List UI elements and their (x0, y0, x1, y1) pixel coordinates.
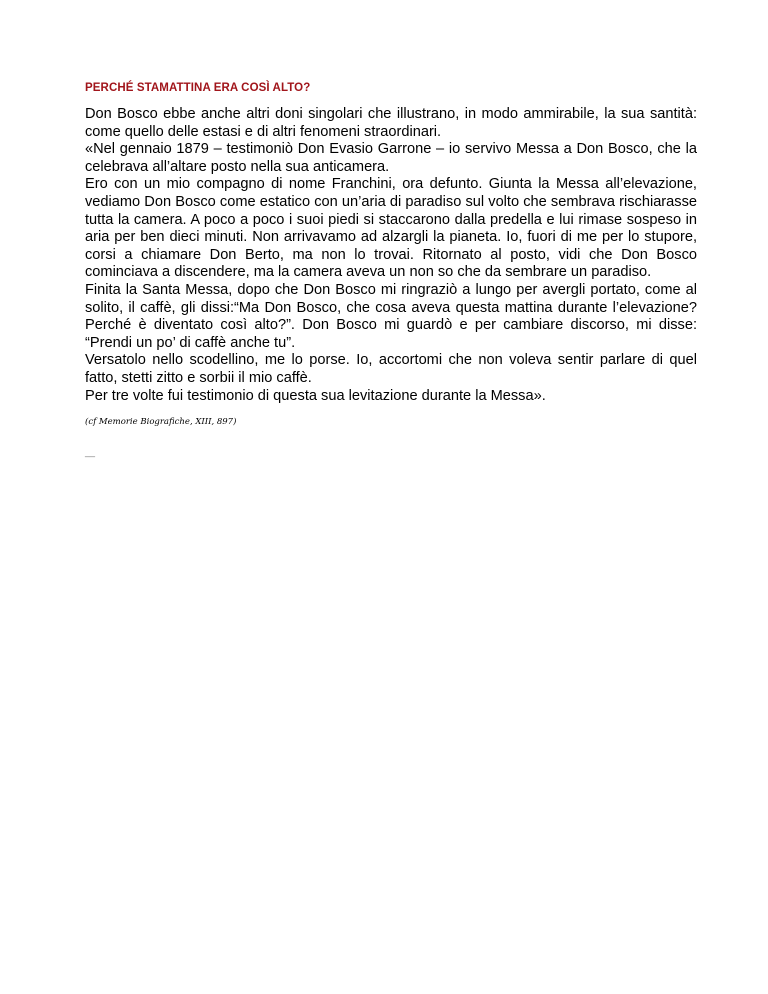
paragraph-3: Ero con un mio compagno di nome Franchini, ora defunto. Giunta la Messa all’elevazione, vediamo Don Bosco come estatico con un’aria di paradiso sul volto che sembrava rischiarasse tutta la camera. A poco a poco i suoi piedi si staccarono dalla predella e lui rimase sospeso in aria per ben dieci minuti. Non arrivavamo ad alzargli la pianeta. Io, fuori di me per lo stupore, corsi a chiamare Don Berto, ma non lo trovai. Ritornato al posto, vidi che Don Bosco cominciava a discendere, ma la camera aveva un non so che da sembrare un paradiso. (85, 176, 697, 281)
paragraph-6: Per tre volte fui testimonio di questa sua levitazione durante la Messa». (85, 387, 546, 404)
paragraph-4: Finita la Santa Messa, dopo che Don Bosco mi ringraziò a lungo per avergli portato, come al solito, il caffè, gli dissi:“Ma Don Bosco, che cosa aveva questa mattina durante l’elevazione? Perché è diventato così alto?”. Don Bosco mi guardò e per cambiare discorso, mi disse: “Prendi un po’ di caffè anche tu”. (85, 281, 697, 351)
paragraph-2: «Nel gennaio 1879 – testimoniò Don Evasio Garrone – io servivo Messa a Don Bosco, che la celebrava all’altare posto nella sua anticamera. (85, 141, 697, 175)
paragraph-1: Don Bosco ebbe anche altri doni singolari che illustrano, in modo ammirabile, la sua santità: come quello delle estasi e di altri fenomeni straordinari. (85, 106, 697, 140)
citation: (cf Memorie Biografiche, XIII, 897) (85, 417, 237, 428)
document-body (85, 106, 697, 405)
document-page (85, 82, 697, 457)
document-title: PERCHÉ STAMATTINA ERA COSÌ ALTO? (85, 82, 311, 94)
separator-mark: __ (85, 447, 96, 458)
paragraph-5: Versatolo nello scodellino, me lo porse. Io, accortomi che non voleva sentir parlare di quel fatto, stetti zitto e sorbii il mio caffè. (85, 352, 697, 386)
